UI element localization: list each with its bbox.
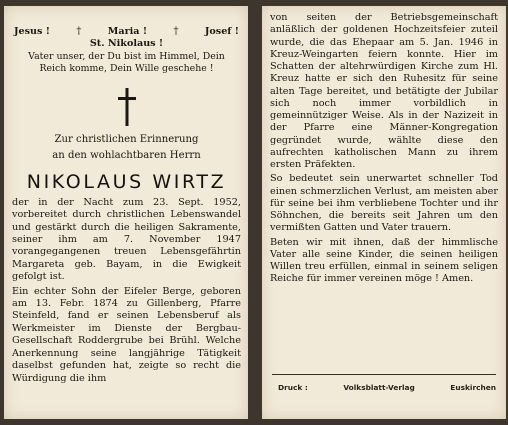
cross-icon xyxy=(118,88,136,126)
imprint-city: Euskirchen xyxy=(450,383,496,392)
memorial-card-back xyxy=(262,6,506,419)
obituary-paragraph-2: Ein echter Sohn der Eifeler Berge, geboren am 13. Febr. 1874 zu Gillenberg, Pfarre Steinfeld, fand er seinen Lebensberuf als Werkmeister im Dienste der Bergbau-Gesellschaft Roddergrube bei Brühl. Welche Anerkennung seine langjährige Tätigkeit daselbst gefunden hat, zeigte so recht die Würdigung die ihm xyxy=(12,285,241,384)
saint-invocation: St. Nikolaus ! xyxy=(89,38,164,49)
obituary-paragraph-1: der in der Nacht zum 23. Sept. 1952, vorbereitet durch christlichen Lebenswandel und gestärkt durch die heiligen Sakramente, seiner ihm am 7. November 1947 vorangegangenen treuen Lebensgefährtin Margareta geb. Bayam, in die Ewigkeit gefolgt ist. xyxy=(12,196,241,283)
small-cross-icon: † xyxy=(173,26,179,37)
invocation-maria: Maria ! xyxy=(107,26,148,37)
memorial-card-front xyxy=(4,6,248,419)
memorial-dedication xyxy=(12,132,241,165)
dedication-line-1: Zur christlichen Erinnerung xyxy=(54,133,199,145)
obituary-paragraph-4: So bedeutet sein unerwartet schneller Tod einen schmerzlichen Verlust, am meisten aber für seine bei ihm verbliebene Tochter und ihr Söhnchen, die bereits seit Jahren um den vermißten Gatten und Vater trauern. xyxy=(270,173,498,234)
dedication-line-2: an den wohlachtbaren Herrn xyxy=(52,150,201,162)
printer-imprint xyxy=(278,383,496,392)
imprint-label: Druck : xyxy=(278,383,308,392)
invocation-jesus: Jesus ! xyxy=(14,26,50,37)
invocation-line xyxy=(12,26,241,37)
imprint-divider xyxy=(272,374,496,375)
closing-prayer: Beten wir mit ihnen, daß der himmlische Vater alle seine Kinder, die seinen heiligen Willen treu erfüllen, einmal in seinem seligen Reiche für immer vereinen möge ! Amen. xyxy=(270,236,498,285)
deceased-name: NIKOLAUS WIRTZ xyxy=(26,170,227,193)
imprint-publisher: Volksblatt-Verlag xyxy=(343,383,415,392)
obituary-paragraph-3: von seiten der Betriebsgemeinschaft anläßlich der goldenen Hochzeitsfeier zuteil wurde, die das Ehepaar am 5. Jan. 1946 in Kreuz-Weingarten feiern konnte. Hier im Schatten der altehrwürdigen Kirche zum Hl. Kreuz hatte er sich den Ruhesitz für seine alten Tage bereitet, und betätigte der Jubilar sich noch immer vorbildlich in gemeinnütziger Weise. Als in der Nazizeit in der Pfarre eine Männer-Kongregation gegründet wurde, wählte diese den aufrechten katholischen Mann zu ihrem ersten Präfekten. xyxy=(270,12,498,170)
prayer-text: Vater unser, der Du bist im Himmel, Dein Reich komme, Dein Wille geschehe ! xyxy=(28,51,225,75)
small-cross-icon: † xyxy=(76,26,82,37)
invocation-josef: Josef ! xyxy=(204,26,239,37)
